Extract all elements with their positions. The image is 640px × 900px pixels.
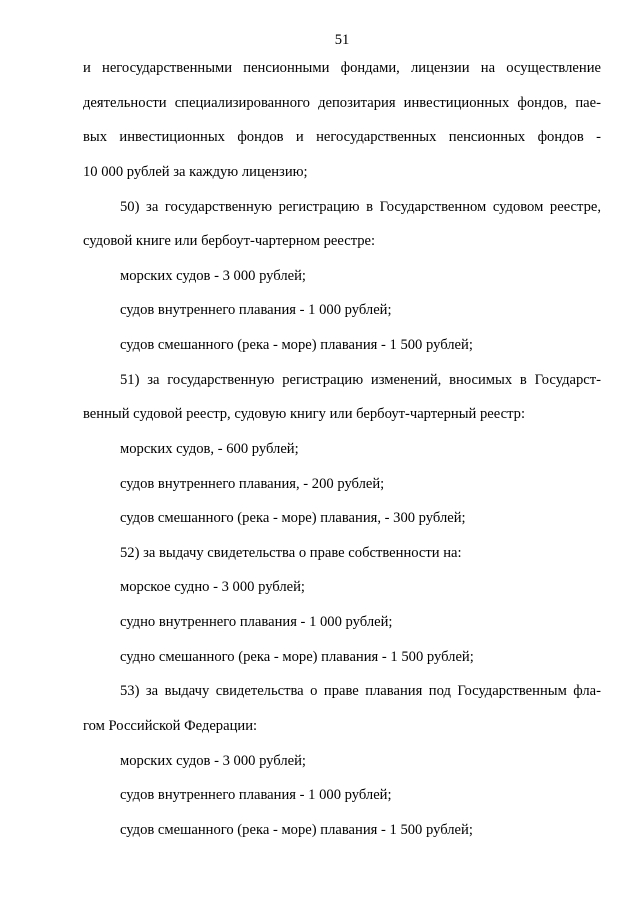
text-line: судов смешанного (река - море) плавания - 1 500 рублей; bbox=[120, 821, 473, 838]
text-line: судно внутреннего плавания - 1 000 рублей; bbox=[120, 614, 393, 630]
text-line: судов внутреннего плавания - 1 000 рублей; bbox=[120, 787, 392, 804]
text-line: морских судов - 3 000 рублей; bbox=[120, 267, 306, 284]
text-line: гом Российской Федерации: bbox=[83, 717, 258, 734]
text-line: и негосударственными пенсионными фондами, лицензии на осуществление bbox=[83, 60, 601, 76]
text-line: судов внутреннего плавания - 1 000 рублей; bbox=[120, 302, 392, 319]
text-line: судно смешанного (река - море) плавания - 1 500 рублей; bbox=[120, 648, 474, 665]
document-text bbox=[83, 51, 601, 847]
page-number: 51 bbox=[334, 32, 350, 48]
text-line: вых инвестиционных фондов и негосударственных пенсионных фондов - bbox=[83, 129, 601, 146]
text-line: деятельности специализированного депозитария инвестиционных фондов, пае- bbox=[83, 94, 601, 111]
text-line: 10 000 рублей за каждую лицензию; bbox=[83, 163, 308, 180]
text-line: морских судов - 3 000 рублей; bbox=[120, 752, 306, 769]
text-line: 52) за выдачу свидетельства о праве собственности на: bbox=[120, 544, 462, 561]
text-line: 53) за выдачу свидетельства о праве плавания под Государственным фла- bbox=[120, 683, 601, 700]
text-line: судов внутреннего плавания, - 200 рублей; bbox=[120, 475, 385, 492]
text-line: морских судов, - 600 рублей; bbox=[120, 440, 299, 457]
text-line: судов смешанного (река - море) плавания - 1 500 рублей; bbox=[120, 337, 473, 353]
text-line: 51) за государственную регистрацию изменений, вносимых в Государст- bbox=[120, 371, 601, 388]
text-line: венный судовой реестр, судовую книгу или бербоут-чартерный реестр: bbox=[83, 406, 526, 423]
text-line: морское судно - 3 000 рублей; bbox=[120, 579, 305, 596]
text-line: судов смешанного (река - море) плавания, - 300 рублей; bbox=[120, 510, 466, 527]
text-line: 50) за государственную регистрацию в Государственном судовом реестре, bbox=[120, 198, 601, 215]
text-line: судовой книге или бербоут-чартерном реестре: bbox=[83, 233, 376, 250]
